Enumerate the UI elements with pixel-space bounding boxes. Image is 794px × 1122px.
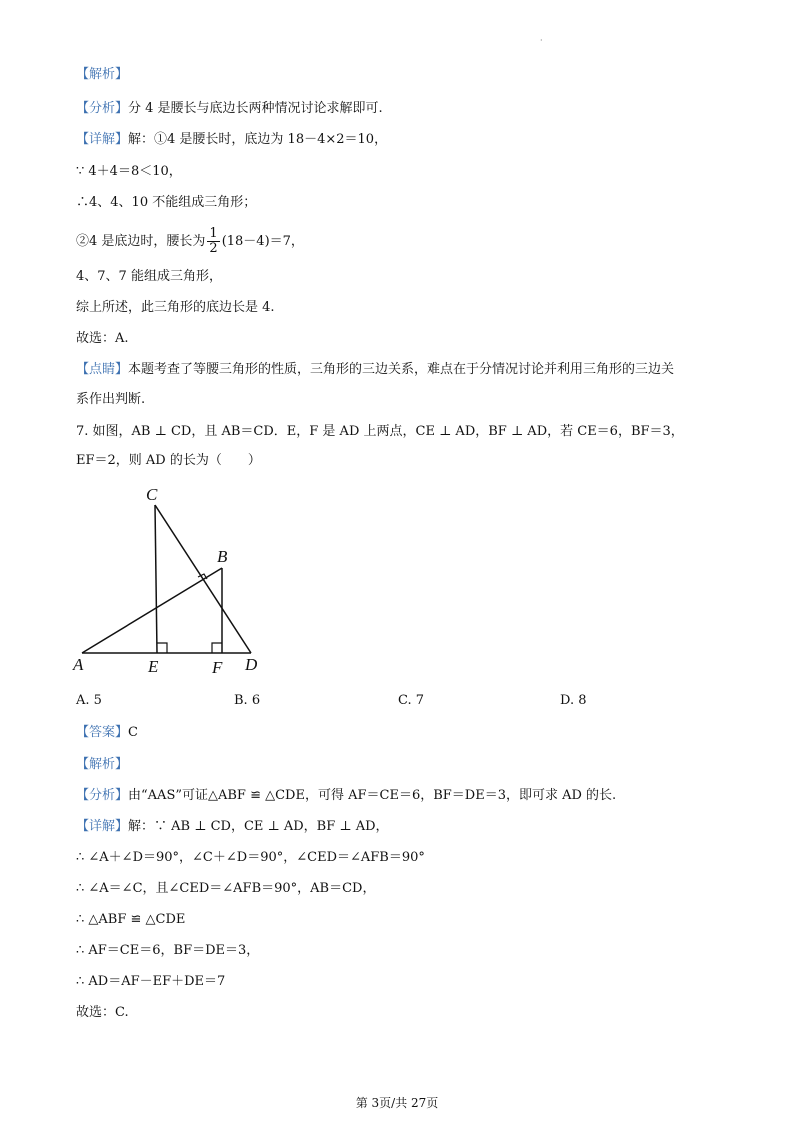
section-tag: 【详解】 [76,132,129,147]
line-6-fraction: ②4 是底边时，腰长为 $\frac{1}{2}$ (18－4)＝7， [76,226,304,256]
analysis-line-6: ∴ △ABF ≌ △CDE [76,912,186,927]
fraction: $\frac{1}{2}$ [209,226,218,256]
analysis-line-8: ∴ AD＝AF－EF＋DE＝7 [76,974,226,989]
choice-d: D. 8 [560,693,587,708]
segment-AB [82,568,222,653]
label-B: B [217,547,228,566]
line-5: ∴4、4、10 不能组成三角形； [76,195,257,210]
analysis-line-2: 【分析】由“AAS”可证△ABF ≌ △CDE，可得 AF＝CE＝6，BF＝DE＝3，即可求 AD 的长. [76,788,617,803]
answer-line: 【答案】C [76,725,138,740]
segment-CE [155,505,157,653]
section-tag: 【解析】 [76,67,129,82]
analysis-line-4: ∴ ∠A＋∠D＝90°，∠C＋∠D＝90°，∠CED＝∠AFB＝90° [76,850,425,865]
choice-b: B. 6 [234,693,261,708]
right-angle-F [212,643,222,653]
label-C: C [146,485,158,504]
geometry-figure [70,480,280,680]
section-tag: 【分析】 [76,788,129,803]
line-2: 【分析】分 4 是腰长与底边长两种情况讨论求解即可. [76,101,383,116]
header-dot: · [540,36,543,45]
question-7-line-1: 7. 如图，AB ⊥ CD，且 AB＝CD．E，F 是 AD 上两点，CE ⊥ AD，BF ⊥ AD，若 CE＝6，BF＝3， [76,424,684,439]
label-D: D [245,655,258,674]
section-tag: 【分析】 [76,101,129,116]
analysis-line-7: ∴ AF＝CE＝6，BF＝DE＝3， [76,943,260,958]
line-3: 【详解】解：①4 是腰长时，底边为 18－4×2＝10， [76,132,388,147]
choice-a: A. 5 [76,693,102,708]
label-A: A [73,655,84,674]
line-10: 【点睛】本题考查了等腰三角形的性质，三角形的三边关系，难点在于分情况讨论并利用三角形的三边关 [76,362,675,377]
analysis-line-9: 故选：C. [76,1005,129,1020]
section-tag: 【答案】 [76,725,129,740]
label-F: F [212,658,223,677]
line-8: 综上所述，此三角形的底边长是 4. [76,300,275,315]
line-7: 4、7、7 能组成三角形， [76,269,222,284]
analysis-line-5: ∴ ∠A＝∠C，且∠CED＝∠AFB＝90°，AB＝CD， [76,881,376,896]
choice-c: C. 7 [398,693,425,708]
line-9: 故选：A. [76,331,129,346]
section-tag: 【解析】 [76,757,129,772]
section-tag: 【点睛】 [76,362,129,377]
section-tag: 【详解】 [76,819,129,834]
label-E: E [148,657,159,676]
line-11: 系作出判断. [76,392,146,407]
line-4: ∵ 4＋4＝8＜10， [76,164,182,179]
page-footer: 第 3页/共 27页 [355,1096,439,1110]
question-7-line-2: EF＝2，则 AD 的长为（ ） [76,453,261,468]
analysis-line-3: 【详解】解：∵ AB ⊥ CD，CE ⊥ AD，BF ⊥ AD， [76,819,389,834]
analysis-line-1 [76,756,128,774]
line-1 [76,66,128,84]
right-angle-E [157,643,167,653]
